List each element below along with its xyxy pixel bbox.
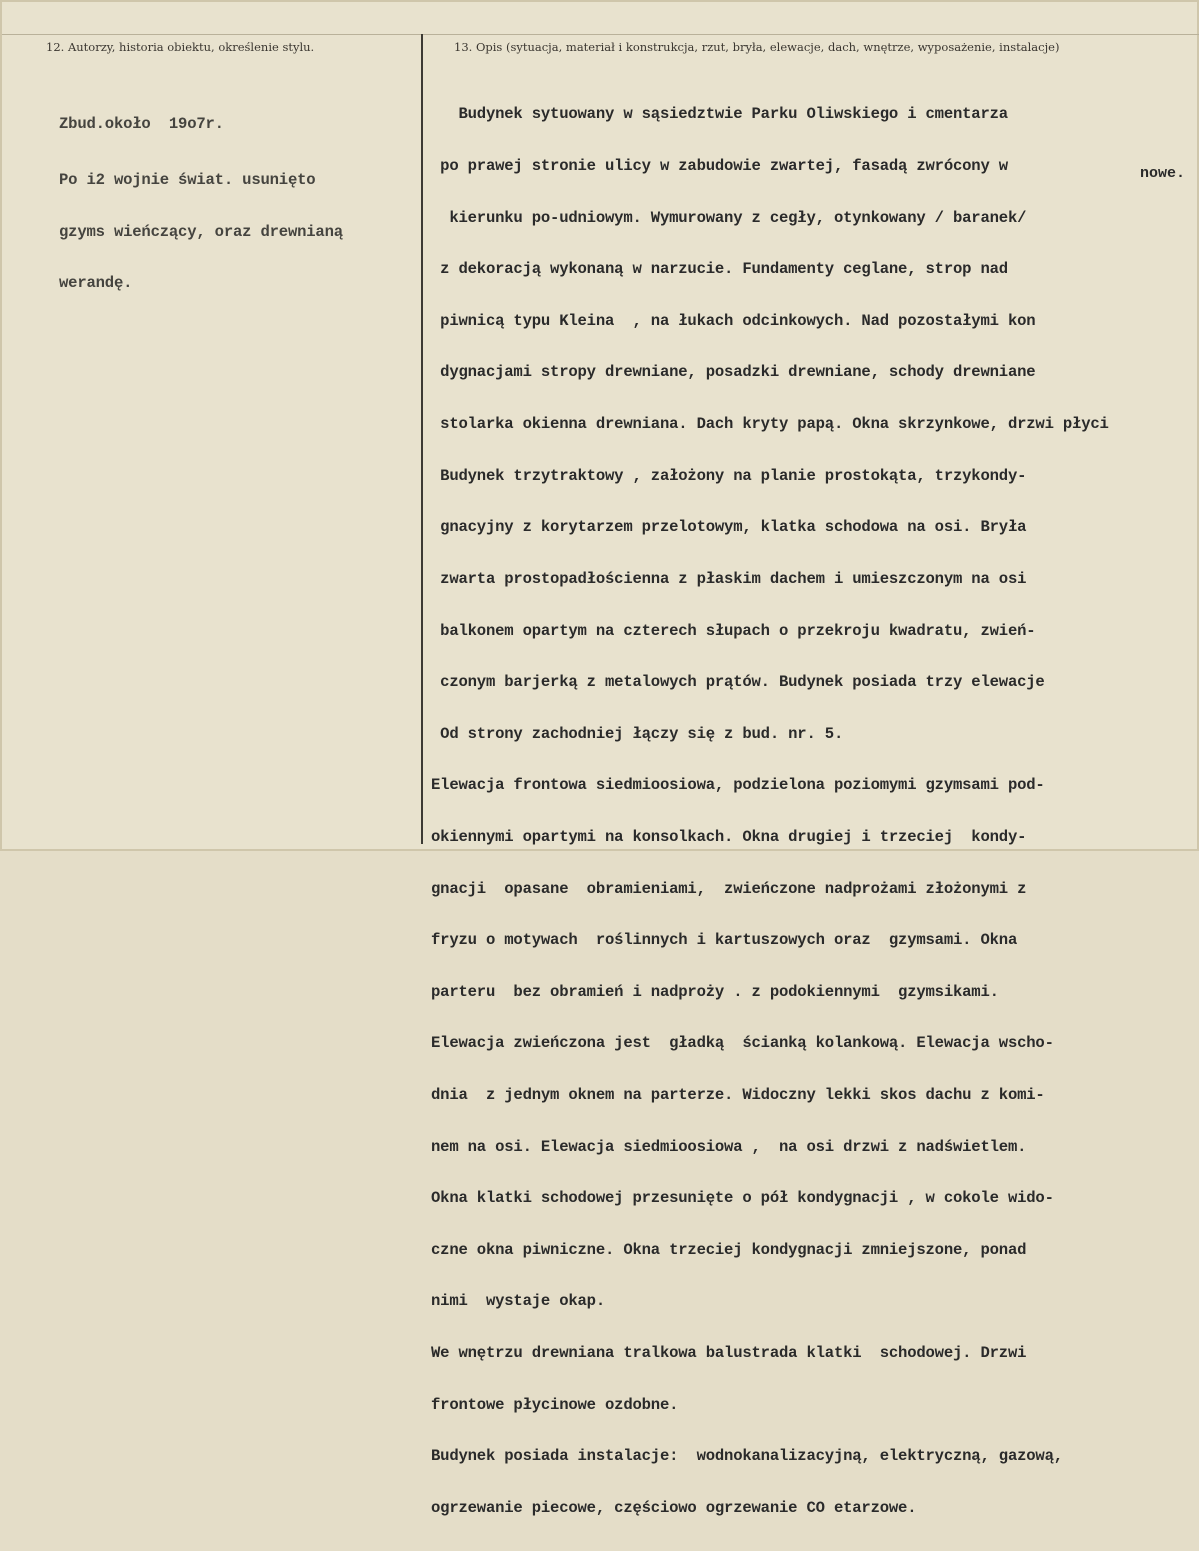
margin-note: nowe. bbox=[1140, 165, 1186, 182]
text-line: Elewacja zwieńczona jest gładką ścianką kolankową. Elewacja wscho- bbox=[431, 1034, 1054, 1053]
text-line: okiennymi opartymi na konsolkach. Okna drugiej i trzeciej kondy- bbox=[431, 827, 1027, 846]
text-line: Okna klatki schodowej przesunięte o pół kondygnacji , w cokole wido- bbox=[431, 1189, 1054, 1208]
text-line: Budynek posiada instalacje: wodnokanalizacyjną, elektryczną, gazową, bbox=[431, 1447, 1063, 1466]
text-line: Budynek sytuowany w sąsiedztwie Parku Oliwskiego i cmentarza bbox=[431, 105, 1008, 124]
text-line: dygnacjami stropy drewniane, posadzki drewniane, schody drewniane bbox=[431, 363, 1036, 382]
text-line: Zbud.około 19o7r. bbox=[59, 115, 224, 134]
header-rule bbox=[2, 34, 1199, 35]
authors-history-text bbox=[59, 82, 343, 327]
text-line: z dekoracją wykonaną w narzucie. Fundamenty ceglane, strop nad bbox=[431, 260, 1008, 279]
text-line: nimi wystaje okap. bbox=[431, 1292, 605, 1311]
section-13-header: 13. Opis (sytuacja, materiał i konstrukcja, rzut, bryła, elewacje, dach, wnętrze, wyposażenie, instalacje) bbox=[454, 40, 1060, 54]
text-line: gnacji opasane obramieniami, zwieńczone nadprożami złożonymi z bbox=[431, 879, 1027, 898]
text-line: We wnętrzu drewniana tralkowa balustrada klatki schodowej. Drzwi bbox=[431, 1344, 1027, 1363]
text-line: piwnicą typu Kleina , na łukach odcinkowych. Nad pozostałymi kon bbox=[431, 311, 1036, 330]
text-line: fryzu o motywach roślinnych i kartuszowych oraz gzymsami. Okna bbox=[431, 931, 1018, 950]
text-line: zwarta prostopadłościenna z płaskim dachem i umieszczonym na osi bbox=[431, 569, 1027, 588]
description-text bbox=[431, 72, 1109, 1551]
text-line: czne okna piwniczne. Okna trzeciej kondygnacji zmniejszone, ponad bbox=[431, 1240, 1027, 1259]
text-line: dnia z jednym oknem na parterze. Widoczny lekki skos dachu z komi- bbox=[431, 1085, 1045, 1104]
text-line: Od strony zachodniej łączy się z bud. nr. 5. bbox=[431, 724, 844, 743]
text-line: stolarka okienna drewniana. Dach kryty papą. Okna skrzynkowe, drzwi płyci bbox=[431, 415, 1109, 434]
text-line: gzyms wieńczący, oraz drewnianą bbox=[59, 222, 343, 241]
text-line: nem na osi. Elewacja siedmioosiowa , na osi drzwi z nadświetlem. bbox=[431, 1137, 1027, 1156]
text-line: Po i2 wojnie świat. usunięto bbox=[59, 171, 316, 190]
column-divider bbox=[421, 34, 423, 844]
section-12-header: 12. Autorzy, historia obiektu, określenie stylu. bbox=[46, 40, 315, 54]
text-line: Elewacja frontowa siedmioosiowa, podzielona poziomymi gzymsami pod- bbox=[431, 776, 1045, 795]
text-line: kierunku po‑udniowym. Wymurowany z cegły, otynkowany / baranek/ bbox=[431, 208, 1027, 227]
text-line: parteru bez obramień i nadproży . z podokiennymi gzymsikami. bbox=[431, 982, 999, 1001]
text-line: po prawej stronie ulicy w zabudowie zwartej, fasadą zwrócony w bbox=[431, 157, 1008, 176]
text-line: werandę. bbox=[59, 274, 133, 293]
text-line: frontowe płycinowe ozdobne. bbox=[431, 1395, 679, 1414]
text-line: Budynek trzytraktowy , założony na planie prostokąta, trzykondy- bbox=[431, 466, 1027, 485]
text-line: balkonem opartym na czterech słupach o przekroju kwadratu, zwień- bbox=[431, 621, 1036, 640]
text-line: ogrzewanie piecowe, częściowo ogrzewanie CO etarzowe. bbox=[431, 1498, 917, 1517]
text-line: czonym barjerką z metalowych prątów. Budynek posiada trzy elewacje bbox=[431, 673, 1045, 692]
text-line: gnacyjny z korytarzem przelotowym, klatka schodowa na osi. Bryła bbox=[431, 518, 1027, 537]
